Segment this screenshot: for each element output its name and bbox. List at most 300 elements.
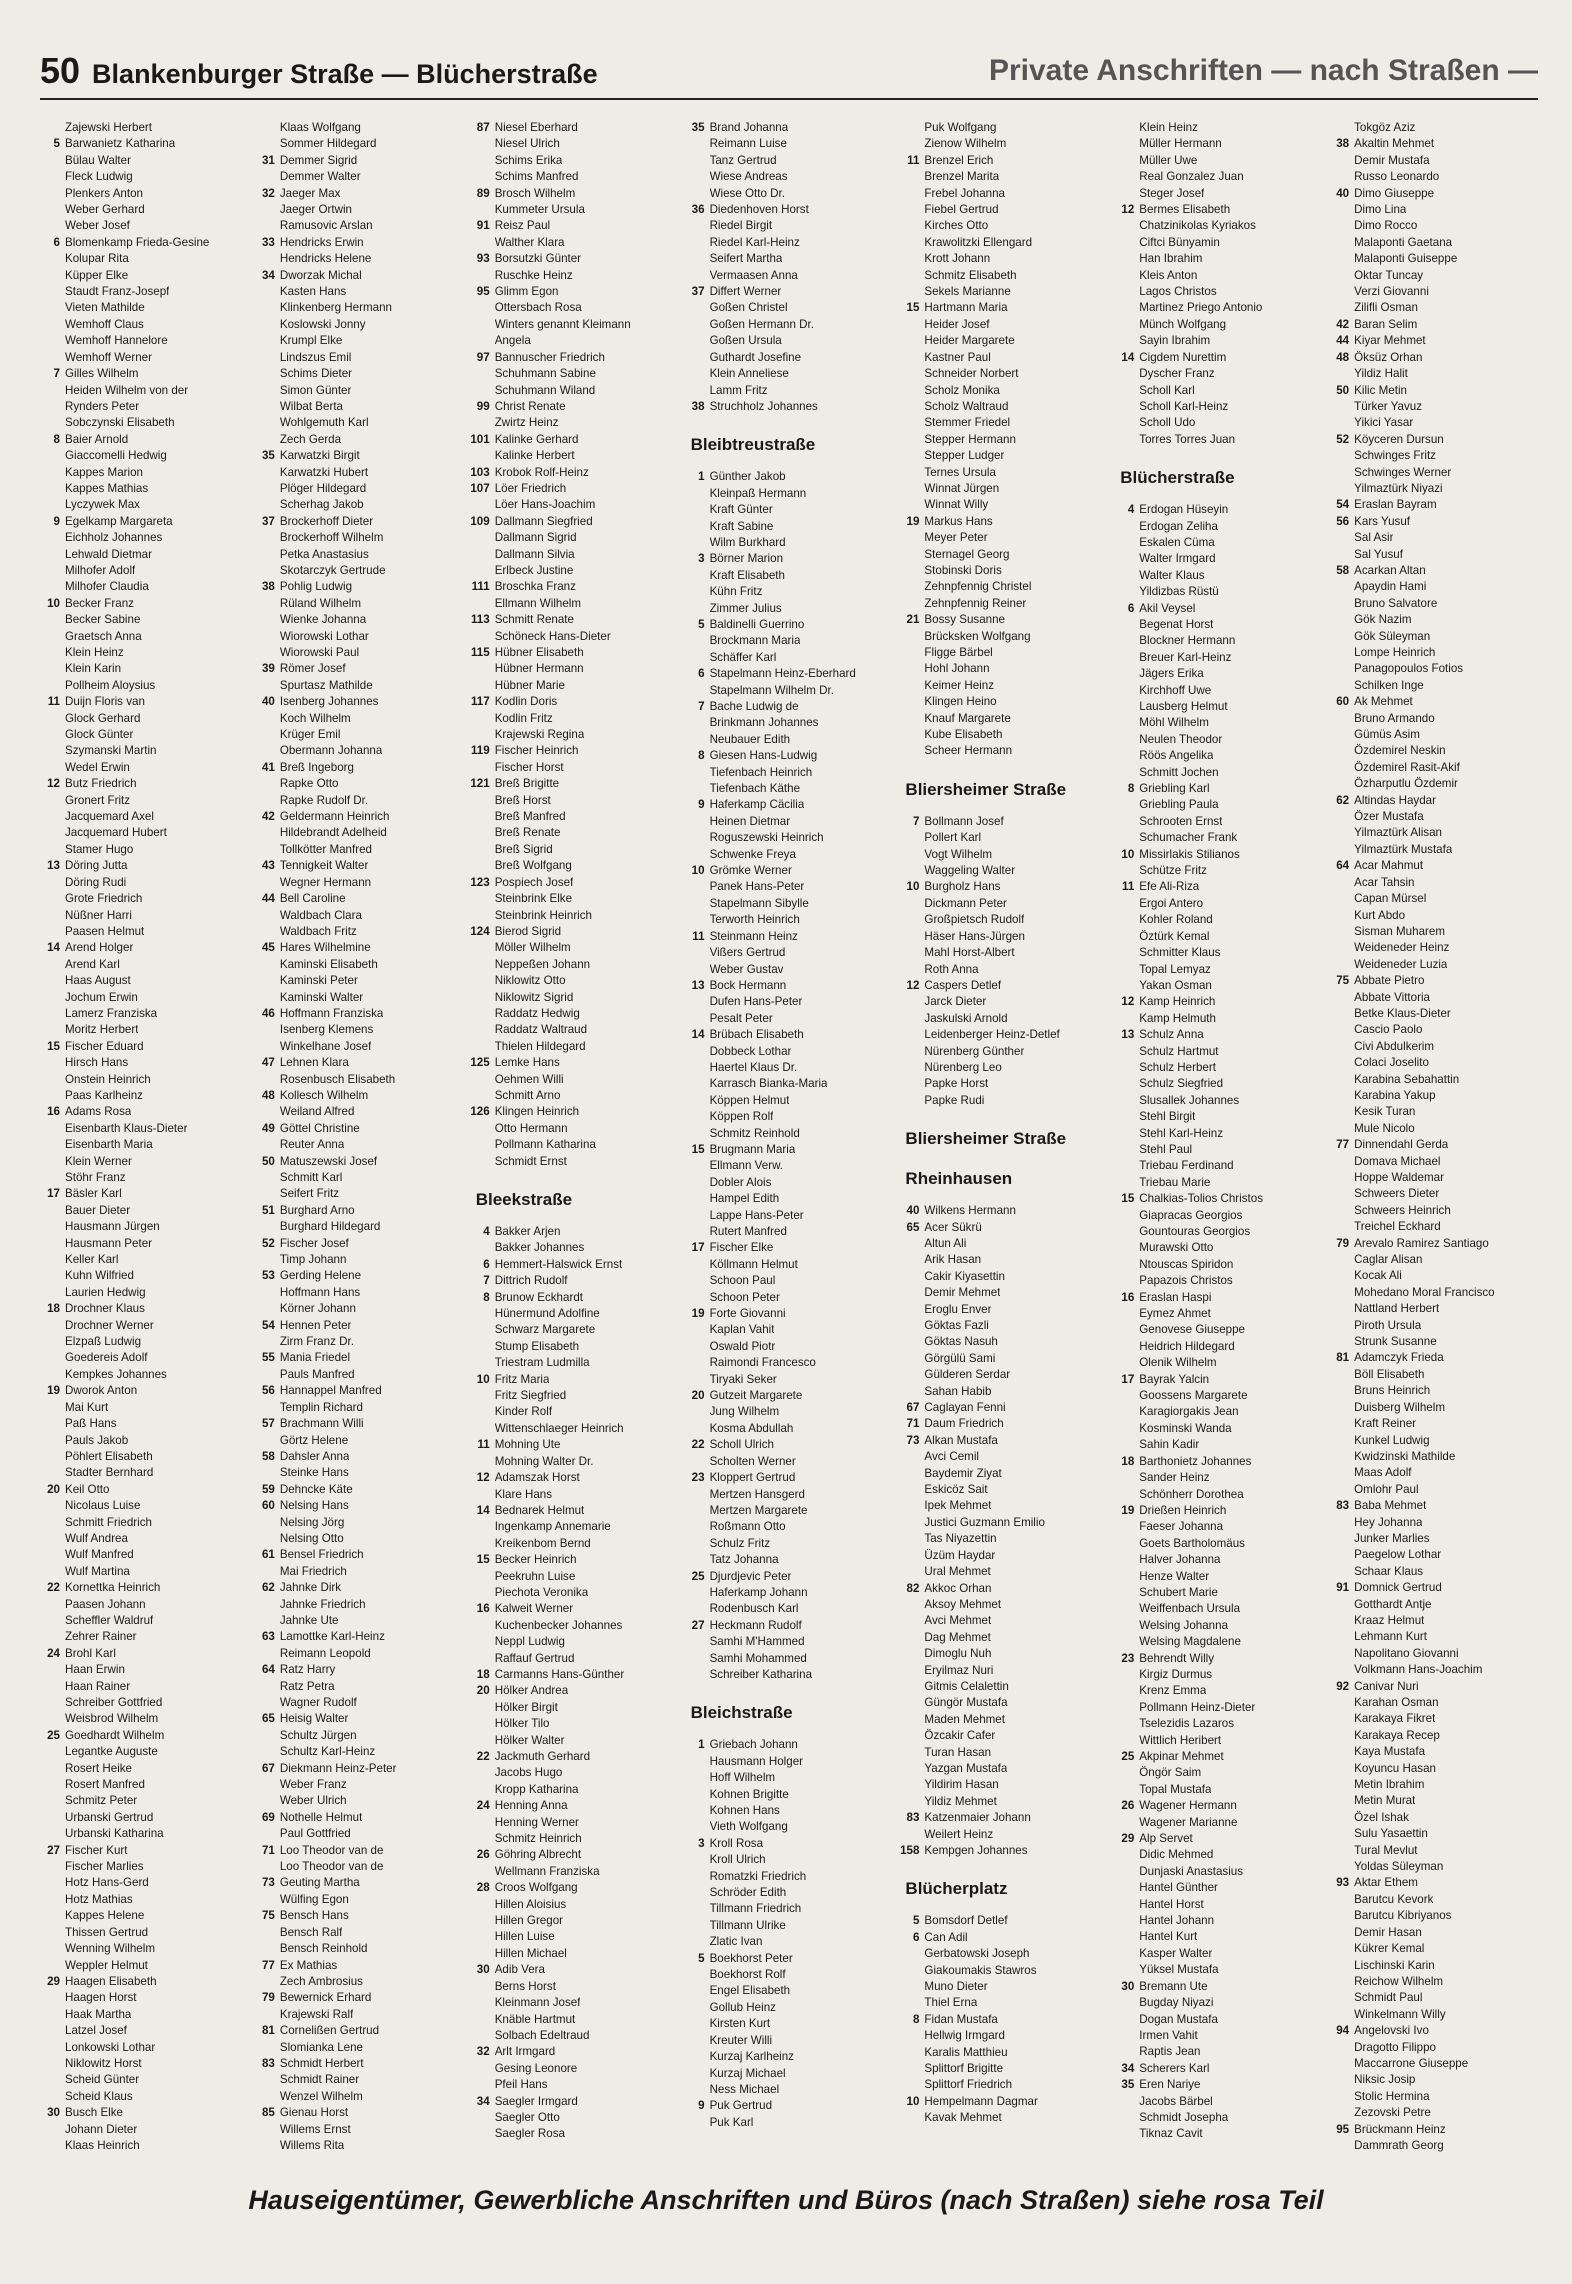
house-number [1329,1613,1354,1629]
house-number: 77 [1336,1138,1350,1152]
resident-name: Lindszus Emil [279,350,352,364]
resident-name: Steinbrink Elke [494,892,573,906]
resident-name: Wegner Hermann [279,875,372,889]
house-number [470,1897,495,1913]
resident-name: Triestram Ludmilla [494,1356,590,1370]
list-item [685,1503,894,1519]
list-item [255,1236,464,1252]
resident-name: Winnat Willy [924,498,989,512]
house-number [685,1536,710,1552]
house-number: 11 [692,929,705,943]
resident-name: Heidrich Hildegard [1139,1339,1235,1353]
house-number: 7 [483,1274,490,1288]
house-number [685,1076,710,1092]
list-item [1329,448,1538,464]
list-item [1114,847,1323,863]
resident-name: Mai Friedrich [279,1564,347,1578]
resident-name: Reimann Leopold [279,1646,371,1660]
house-number [255,218,280,234]
resident-name: Karabina Sebahattin [1354,1072,1460,1086]
house-number [1329,1662,1354,1678]
house-number: 9 [698,2099,705,2113]
resident-name: Ottersbach Rosa [494,301,582,315]
list-item [1114,2012,1323,2028]
list-item [1114,1864,1323,1880]
list-item [470,1503,679,1519]
house-number [685,502,710,518]
house-number: 18 [476,1667,490,1681]
house-number [899,596,924,612]
resident-name: Maas Adolf [1354,1466,1412,1480]
house-number [899,366,924,382]
house-number: 109 [470,514,490,528]
list-item [40,579,249,595]
house-number [899,896,924,912]
list-item [1329,136,1538,152]
list-item [899,1449,1108,1465]
list-item [685,551,894,567]
list-item [1329,120,1538,136]
house-number: 34 [476,2094,490,2108]
house-number [1329,399,1354,415]
resident-name: Kloppert Gertrud [709,1471,796,1485]
list-item [40,432,249,448]
resident-name: Dallmann Sigrid [494,531,577,545]
list-item [1329,317,1538,333]
resident-name: Lehnen Klara [279,1056,349,1070]
list-item [40,1383,249,1399]
list-item [685,1667,894,1683]
house-number [255,1974,280,1990]
list-item [40,1400,249,1416]
list-item [1114,551,1323,567]
resident-name: Hillen Gregor [494,1914,564,1928]
resident-name: Puk Gertrud [709,2099,773,2113]
list-item [470,973,679,989]
list-item [40,186,249,202]
house-number [470,317,495,333]
list-item [40,1104,249,1120]
house-number [255,1892,280,1908]
resident-name: Schulz Hartmut [1139,1044,1219,1058]
house-number [470,2028,495,2044]
list-item [685,929,894,945]
resident-name: Struchholz Johannes [709,399,818,413]
house-number [1114,912,1139,928]
list-item [1114,601,1323,617]
resident-name: Colaci Joselito [1354,1056,1429,1070]
house-number [1114,1158,1139,1174]
list-item [1329,1449,1538,1465]
resident-name: Broschka Franz [494,580,576,594]
house-number: 83 [906,1811,920,1825]
list-item [1114,218,1323,234]
list-item [899,169,1108,185]
house-number [40,547,65,563]
resident-name: Scheffler Waldruf [65,1613,154,1627]
resident-name: Kornettka Heinrich [65,1581,161,1595]
resident-name: Kraft Sabine [709,519,774,533]
list-item [470,1798,679,1814]
list-item [255,1383,464,1399]
list-item [1329,1104,1538,1120]
house-number [40,2023,65,2039]
list-item [1329,1252,1538,1268]
list-item [40,1449,249,1465]
house-number [899,1777,924,1793]
resident-name: Hellwig Irmgard [924,2029,1005,2043]
list-item [470,136,679,152]
list-item [40,136,249,152]
resident-name: Klingen Heino [924,695,997,709]
resident-name: Tillmann Friedrich [709,1902,802,1916]
house-number [899,1318,924,1334]
house-number [40,481,65,497]
house-number [1329,481,1354,497]
list-item [470,481,679,497]
house-number [40,317,65,333]
resident-name: Ergoi Antero [1139,896,1204,910]
house-number [899,497,924,513]
house-number [899,912,924,928]
resident-name: Walter Irmgard [1139,552,1216,566]
resident-name: Capan Mürsel [1354,892,1427,906]
house-number [1329,743,1354,759]
resident-name: Betke Klaus-Dieter [1354,1006,1451,1020]
house-number [899,1060,924,1076]
house-number [1329,1285,1354,1301]
house-number: 117 [470,695,490,709]
house-number [470,366,495,382]
house-number [255,1465,280,1481]
house-number [899,1236,924,1252]
house-number: 43 [261,859,275,873]
house-number [1114,1355,1139,1371]
resident-name: Steger Josef [1139,186,1205,200]
house-number [685,683,710,699]
resident-name: Kappes Helene [65,1909,145,1923]
resident-name: Bayrak Yalcin [1139,1372,1210,1386]
resident-name: Djurdjevic Peter [709,1569,792,1583]
list-item [40,1433,249,1449]
resident-name: Hünermund Adolfine [494,1307,600,1321]
resident-name: Kroll Rosa [709,1836,764,1850]
list-item [470,842,679,858]
street-heading: Bleichstraße [690,1703,793,1723]
resident-name: Göhring Albrecht [494,1848,582,1862]
list-item [470,268,679,284]
house-number: 30 [1121,1979,1135,1993]
list-item [1114,1322,1323,1338]
house-number [40,1875,65,1891]
house-number [685,251,710,267]
resident-name: Dobbeck Lothar [709,1044,792,1058]
resident-name: Erlbeck Justine [494,563,574,577]
list-item [685,1770,894,1786]
resident-name: Sal Asir [1354,531,1394,545]
house-number [470,1454,495,1470]
house-number [40,153,65,169]
resident-name: Akaltin Mehmet [1354,137,1435,151]
list-item [255,1646,464,1662]
resident-name: Ruschke Heinz [494,268,573,282]
house-number [255,957,280,973]
house-number: 14 [476,1503,490,1517]
house-number [1329,1826,1354,1842]
list-item [255,1547,464,1563]
list-item [470,448,679,464]
resident-name: Sahin Kadir [1139,1438,1200,1452]
list-item [255,1154,464,1170]
resident-name: Schönherr Dorothea [1139,1487,1244,1501]
list-item [40,497,249,513]
list-item [1329,957,1538,973]
house-number [1329,235,1354,251]
list-item [899,284,1108,300]
resident-name: Karakaya Fikret [1354,1712,1436,1726]
house-number [899,547,924,563]
house-number [685,1158,710,1174]
house-number: 87 [476,121,490,134]
list-item [40,2056,249,2072]
house-number [40,1219,65,1235]
list-item [470,2012,679,2028]
list-item [255,399,464,415]
resident-name: Weiland Alfred [279,1105,355,1119]
house-number [1114,1585,1139,1601]
list-item [899,1827,1108,1843]
list-item [1114,1700,1323,1716]
house-number: 30 [47,2106,60,2120]
list-item [470,793,679,809]
house-number [899,1044,924,1060]
resident-name: Schulz Fritz [709,1536,771,1550]
list-item [899,1630,1108,1646]
list-item [685,847,894,863]
resident-name: Willems Rita [279,2138,345,2152]
house-number [255,1072,280,1088]
house-number [685,1819,710,1835]
resident-name: Schmitz Peter [65,1794,138,1808]
resident-name: Breß Renate [494,826,561,840]
house-number [685,830,710,846]
resident-name: Hendricks Erwin [279,235,364,249]
resident-name: Scholl Udo [1139,416,1196,430]
list-item [470,218,679,234]
house-number: 93 [476,252,490,266]
resident-name: Brockerhoff Dieter [279,514,374,528]
list-item [40,251,249,267]
resident-name: Kraft Günter [709,503,773,517]
list-item [255,645,464,661]
house-number: 22 [47,1581,60,1595]
list-item [685,633,894,649]
resident-name: Acar Tahsin [1354,875,1415,889]
house-number [40,284,65,300]
resident-name: Göktas Nasuh [924,1335,998,1349]
resident-name: Lamm Fritz [709,383,768,397]
house-number [899,1597,924,1613]
resident-name: Demir Hasan [1354,1925,1422,1939]
house-number [899,661,924,677]
list-item [255,1301,464,1317]
list-item [255,1695,464,1711]
list-item [1114,1815,1323,1831]
resident-name: Croos Wolfgang [494,1881,578,1895]
resident-name: Schwinges Fritz [1354,449,1436,463]
resident-name: Nürenberg Günther [924,1044,1025,1058]
resident-name: Schwenke Freya [709,847,796,861]
list-item [899,711,1108,727]
list-item [1114,1191,1323,1207]
house-number [685,1651,710,1667]
list-item [1114,1355,1323,1371]
resident-name: Lappe Hans-Peter [709,1208,804,1222]
list-item [899,1027,1108,1043]
house-number [255,825,280,841]
list-item [255,2122,464,2138]
list-item [40,596,249,612]
house-number [1114,1716,1139,1732]
house-number [1114,1142,1139,1158]
list-item [1114,1782,1323,1798]
resident-name: Hantel Johann [1139,1914,1215,1928]
resident-name: Schreiber Gottfried [65,1696,163,1709]
resident-name: Nothelle Helmut [279,1810,363,1824]
house-number: 95 [1336,2122,1350,2136]
house-number [899,202,924,218]
resident-name: Hartmann Maria [924,301,1008,315]
resident-name: Kirches Otto [924,219,989,233]
list-item [899,2061,1108,2077]
resident-name: Aktar Ethem [1354,1876,1418,1890]
list-item [40,1892,249,1908]
list-item [255,1121,464,1137]
resident-name: Kalinke Gerhard [494,432,579,446]
resident-name: Cornelißen Gertrud [279,2024,380,2038]
resident-name: Ellmann Wilhelm [494,596,582,610]
house-number [40,1761,65,1777]
resident-name: Baba Mehmet [1354,1499,1427,1513]
resident-name: Domnick Gertrud [1354,1581,1442,1595]
list-item [255,1875,464,1891]
resident-name: Sommer Hildegard [279,137,377,151]
list-item [685,1355,894,1371]
house-number: 12 [1121,203,1135,217]
list-item [1114,1798,1323,1814]
house-number [1114,1634,1139,1650]
resident-name: Bauer Dieter [65,1203,131,1217]
house-number: 64 [261,1663,275,1677]
list-item [685,1951,894,1967]
resident-name: Demir Mehmet [924,1286,1001,1300]
house-number [40,1744,65,1760]
list-item [899,1712,1108,1728]
resident-name: Tselezidis Lazaros [1139,1717,1235,1731]
house-number [40,711,65,727]
resident-name: Jägers Erika [1139,667,1204,681]
list-item [1329,1350,1538,1366]
house-number [1329,629,1354,645]
list-item [1114,1733,1323,1749]
list-item [255,218,464,234]
resident-name: Yildirim Hasan [924,1778,999,1792]
list-item [899,1093,1108,1109]
list-item [255,809,464,825]
resident-name: Stehl Karl-Heinz [1139,1126,1224,1140]
resident-name: Skotarczyk Gertrude [279,563,386,577]
house-number: 45 [261,941,275,955]
house-number [899,1482,924,1498]
house-number: 7 [53,367,60,381]
resident-name: Schilken Inge [1354,678,1424,692]
house-number [40,1072,65,1088]
house-number [470,563,495,579]
house-number [1114,863,1139,879]
resident-name: Kreuter Willi [709,2033,773,2047]
list-item [1329,1597,1538,1613]
house-number [255,1646,280,1662]
list-item [1114,633,1323,649]
resident-name: Eraslan Haspi [1139,1290,1212,1304]
list-item [1329,1268,1538,1284]
list-item [1329,1465,1538,1481]
house-number [470,908,495,924]
house-number [470,1831,495,1847]
house-number [1114,1437,1139,1453]
list-item [470,1995,679,2011]
list-item [1329,497,1538,513]
house-number: 113 [470,613,490,627]
house-number: 37 [691,285,705,299]
list-item [40,1826,249,1842]
list-item [40,1154,249,1170]
house-number [899,383,924,399]
list-item [255,990,464,1006]
house-number: 6 [483,1257,490,1271]
resident-name: Kollesch Wilhelm [279,1088,369,1102]
resident-name: Hempelmann Dagmar [924,2094,1038,2108]
list-item [1114,1536,1323,1552]
house-number [470,760,495,776]
list-item [685,748,894,764]
list-item [899,1236,1108,1252]
list-item [1329,776,1538,792]
resident-name: Giesen Hans-Ludwig [709,749,818,763]
house-number [255,465,280,481]
list-item [1329,481,1538,497]
house-number [1114,1601,1139,1617]
house-number [1114,1782,1139,1798]
list-item [685,235,894,251]
list-item [899,235,1108,251]
resident-name: Stapelmann Wilhelm Dr. [709,683,834,697]
house-number [255,842,280,858]
resident-name: Hendricks Helene [279,252,372,266]
house-number: 14 [691,1028,705,1042]
list-item [1329,366,1538,382]
house-number [40,990,65,1006]
list-item [40,1219,249,1235]
list-item [470,186,679,202]
resident-name: Caspers Detlef [924,978,1002,992]
resident-name: Niklowitz Otto [494,974,566,988]
house-number [470,235,495,251]
resident-name: Aksoy Mehmet [924,1597,1002,1611]
house-number [1329,1958,1354,1974]
resident-name: Elzpaß Ludwig [65,1335,142,1349]
list-item [1329,990,1538,1006]
